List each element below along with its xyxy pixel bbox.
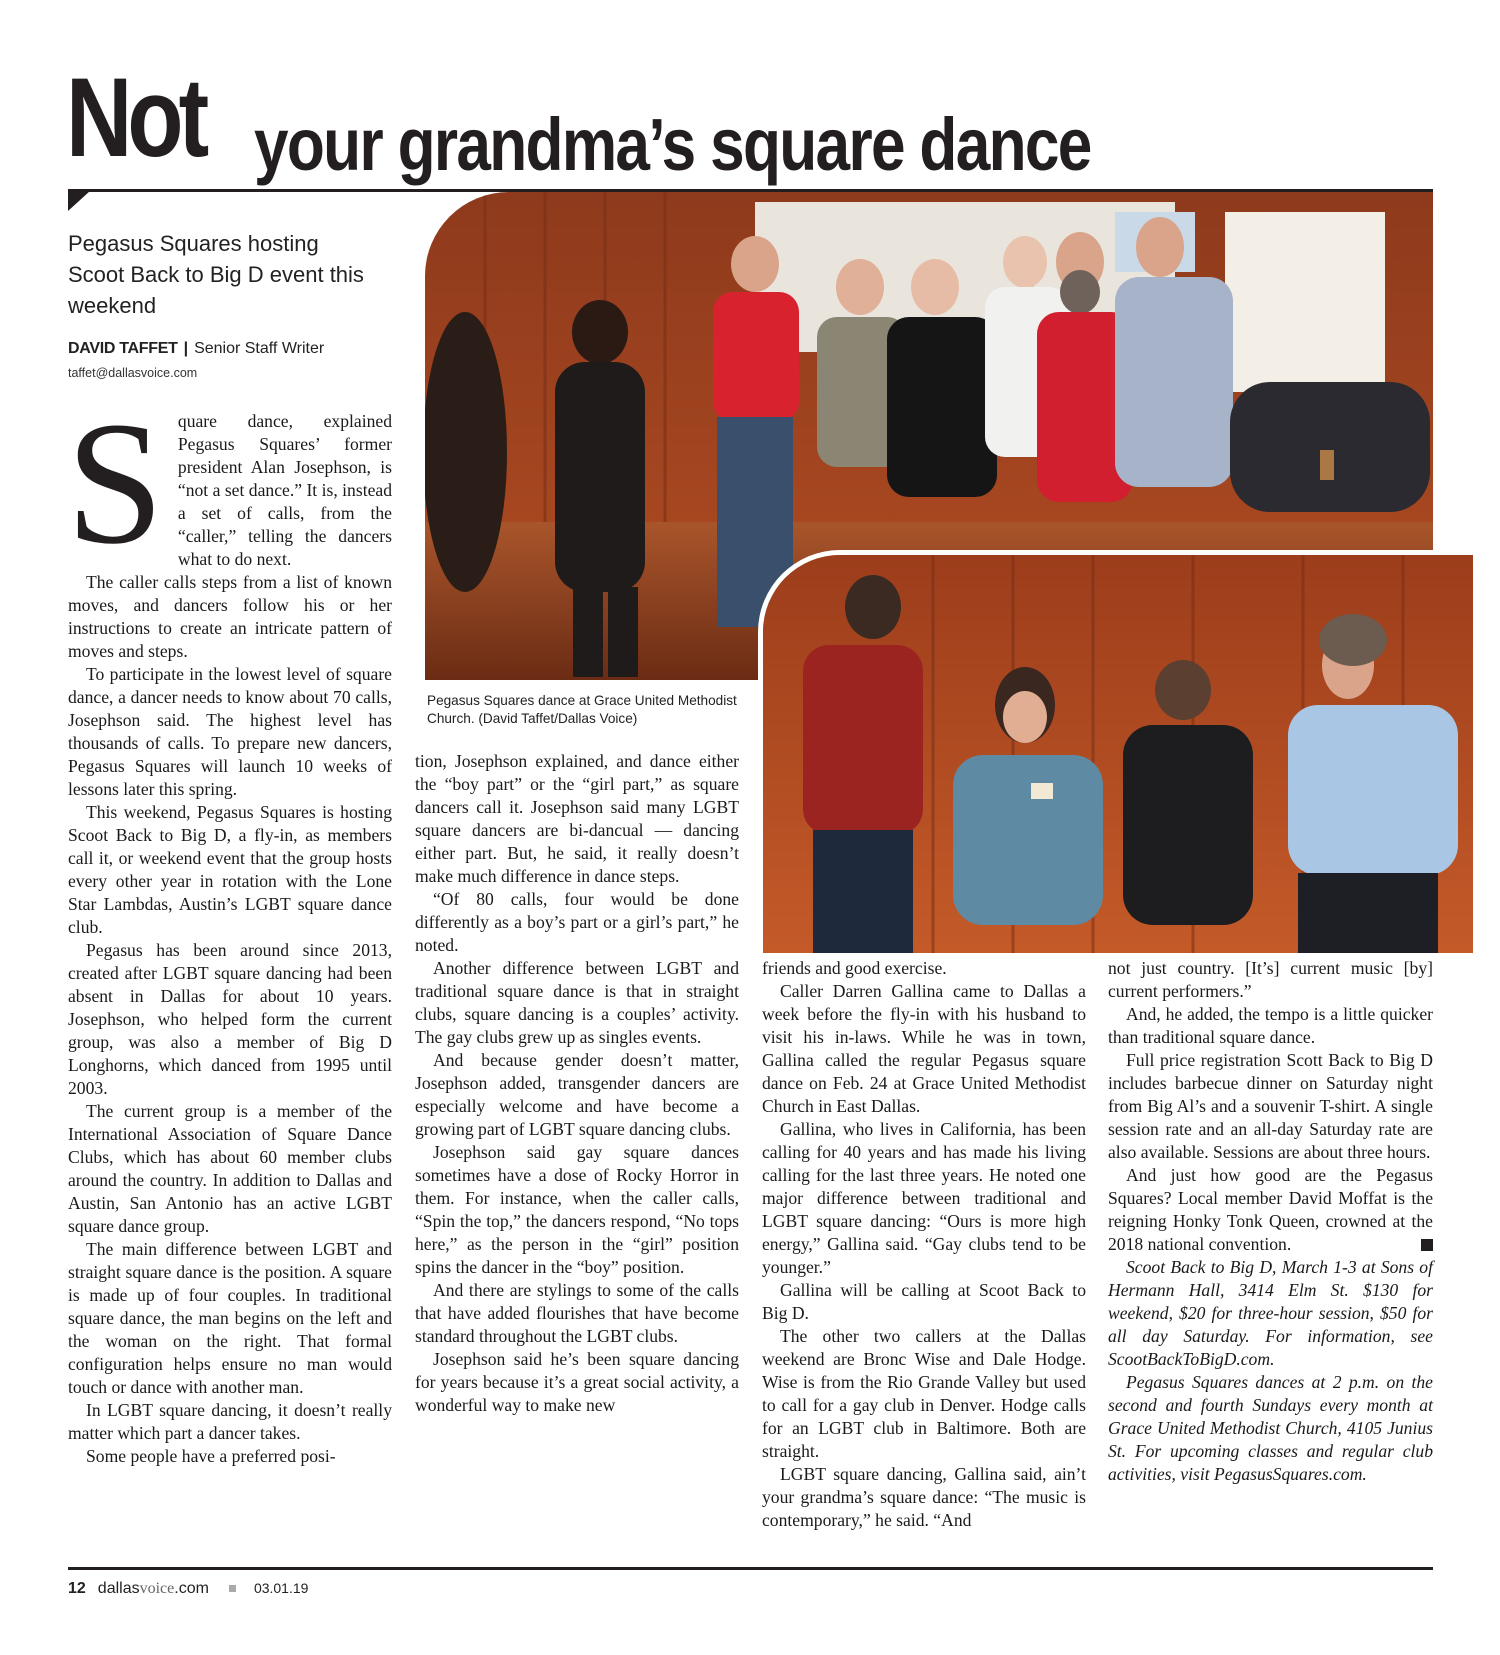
headline-not: Not [66,55,205,180]
col3-paragraph: Gallina will be calling at Scoot Back to Big D. [762,1280,1086,1323]
headline-rest: your grandma’s square dance [254,103,1091,186]
drop-cap: S [66,386,164,581]
col1-paragraph: The current group is a member of the International Association of Square Dance Clubs, which has about 60 member clubs around the country. In addition to Dallas and Austin, San Antonio has an active LGBT square dance group. [68,1101,392,1236]
footer-separator-icon [229,1585,236,1592]
event-info: Scoot Back to Big D, March 1-3 at Sons of Hermann Hall, 3414 Elm St. $130 for weekend, $20 for three-hour session, $50 for all day Saturday. For information, see ScootBackToBigD.com. [1108,1257,1433,1369]
column-1 [66,386,392,1468]
byline-email[interactable]: taffet@dallasvoice.com [68,366,198,380]
byline-name: DAVID TAFFET [68,340,178,357]
headline [66,55,1091,186]
col1-lead: quare dance, explained Pegasus Squares’ former president Alan Josephson, is “not a set dance.” It is, instead a set of calls, from the “caller,” telling the dancers what to do next. [177,411,392,569]
col1-paragraph: To participate in the lowest level of square dance, a dancer needs to know about 70 calls, Josephson said. The highest level has thousands of calls. To prepare new dancers, Pegasus Squares will launch 10 weeks of lessons later this spring. [68,664,392,799]
site-name-com[interactable]: .com [174,1580,209,1597]
col2-paragraph: Another difference between LGBT and traditional square dance is that in straight clubs, square dancing is a couples’ activity. The gay clubs grew up as singles events. [415,958,739,1047]
col3-paragraph: Gallina, who lives in California, has been calling for 40 years and has made his living calling for the last three years. He noted one major difference between traditional and LGBT square dancing: “Ours is more high energy,” Gallina said. “Gay clubs tend to be younger.” [762,1119,1086,1277]
col2-lead: tion, Josephson explained, and dance either the “boy part” or the “girl part,” as square dancers call it. Josephson said many LGBT square dancers are bi-dancual — dancing either part. But, he said, it really doesn’t make much difference in dance steps. [415,751,739,886]
col4-paragraph [1108,1164,1433,1256]
page-number: 12 [68,1580,86,1597]
end-mark-icon [1421,1239,1433,1251]
column-3 [762,957,1086,1532]
column-4 [1108,957,1433,1486]
col1-paragraph: This weekend, Pegasus Squares is hosting Scoot Back to Big D, a fly-in, as members call it, or weekend event that the group hosts every other year in rotation with the Lone Star Lambdas, Austin’s LGBT square dance club. [68,802,392,937]
byline [68,340,324,358]
site-name-voice[interactable]: voice [139,1580,175,1597]
col3-paragraph: Caller Darren Gallina came to Dallas a week before the fly-in with his husband to visit his in-laws. While he was in town, Gallina called the regular Pegasus square dance on Feb. 24 at Grace United Methodist Church in East Dallas. [762,981,1086,1116]
col2-paragraph: And there are stylings to some of the calls that have added flourishes that have become standard throughout the LGBT clubs. [415,1280,739,1346]
col3-paragraph: LGBT square dancing, Gallina said, ain’t your grandma’s square dance: “The music is contemporary,” he said. “And [762,1464,1086,1530]
col4-paragraph: And, he added, the tempo is a little quicker than traditional square dance. [1108,1004,1433,1047]
column-2 [415,750,739,1417]
col4-lead: not just country. [It’s] current music [by] current performers.” [1108,958,1433,1001]
col4-paragraph-text: And just how good are the Pegasus Squares? Local member David Moffat is the reigning Honky Tonk Queen, crowned at the 2018 national convention. [1108,1165,1433,1254]
byline-title: Senior Staff Writer [194,340,325,357]
site-name-dallas[interactable]: dallas [97,1580,140,1597]
col2-paragraph: And because gender doesn’t matter, Josephson added, transgender dancers are especially welcome and have become a growing part of LGBT square dancing clubs. [415,1050,739,1139]
issue-date: 03.01.19 [253,1580,309,1596]
col1-paragraph: Some people have a preferred posi- [86,1446,336,1466]
col1-paragraph: The main difference between LGBT and straight square dance is the position. A square is made up of four couples. In traditional square dance, the man begins on the left and the woman on the right. That formal configuration helps ensure no man would touch or dance with another man. [68,1239,392,1397]
photo-dancers-holding-hands [758,550,1473,953]
col2-paragraph: “Of 80 calls, four would be done differently as a boy’s part or a girl’s part,” he noted. [415,889,739,955]
deck: Pegasus Squares hosting Scoot Back to Big D event this weekend [68,231,364,318]
col1-paragraph: In LGBT square dancing, it doesn’t really matter which part a dancer takes. [68,1400,392,1443]
col3-paragraph: The other two callers at the Dallas weekend are Bronc Wise and Dale Hodge. Wise is from the Rio Grande Valley but used to call for a gay club in Denver. Hodge calls for an LGBT club in Baltimore. Both are straight. [762,1326,1086,1461]
footer [68,1580,308,1598]
photo-caption: Pegasus Squares dance at Grace United Methodist Church. (David Taffet/Dallas Voice) [427,693,737,726]
col1-paragraph: The caller calls steps from a list of known moves, and dancers follow his or her instructions to create an intricate pattern of moves and steps. [68,572,392,661]
rule-wedge [68,191,90,211]
col1-paragraph: Pegasus has been around since 2013, created after LGBT square dancing had been absent in Dallas for about 10 years. Josephson, who helped form the current group, was also a member of Big D Longhorns, which danced from 1995 until 2003. [68,940,392,1098]
bottom-rule [68,1567,1433,1570]
col3-lead: friends and good exercise. [762,958,947,978]
club-info: Pegasus Squares dances at 2 p.m. on the second and fourth Sundays every month at Grace United Methodist Church, 4105 Junius St. For upcoming classes and regular club activities, visit PegasusSquares.com. [1108,1372,1433,1484]
col2-paragraph: Josephson said he’s been square dancing for years because it’s a great social activity, a wonderful way to make new [415,1349,739,1415]
col4-paragraph: Full price registration Scott Back to Big D includes barbecue dinner on Saturday night from Big Al’s and a souvenir T-shirt. A single session rate and an all-day Saturday rate are also available. Sessions are about three hours. [1108,1050,1433,1162]
byline-separator: | [183,340,189,357]
col2-paragraph: Josephson said gay square dances sometimes have a dose of Rocky Horror in them. For instance, when the caller calls, “Spin the top,” the dancers respond, “No tops here,” as the person in the “girl” position spins the dancer in the “boy” position. [415,1142,739,1277]
